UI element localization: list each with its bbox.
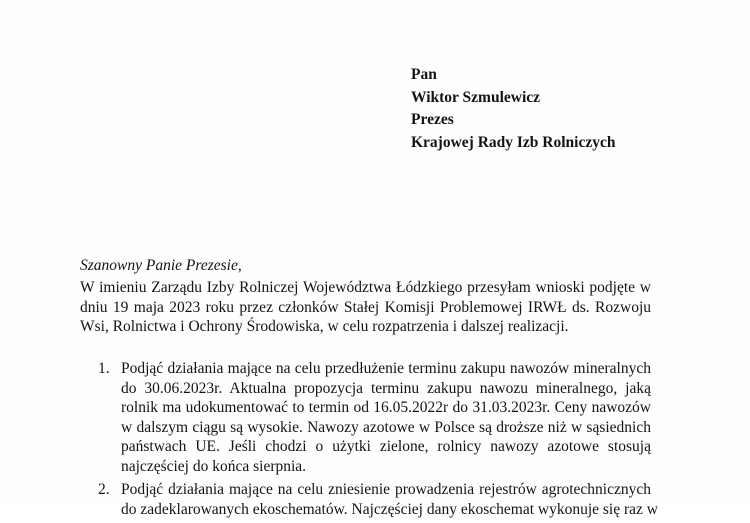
addressee-organization: Krajowej Rady Izb Rolniczych	[411, 133, 616, 151]
requests-list	[98, 359, 658, 523]
request-number: 1.	[98, 360, 110, 377]
intro-line: W imieniu Zarządu Izby Rolniczej Województwa Łódzkiego przesyłam wnioski podjęte w	[80, 279, 651, 296]
request-line: rolnik ma udokumentować to termin od 16.05.2022r do 31.03.2023r. Ceny nawozów	[121, 399, 651, 416]
intro-line: Wsi, Rolnictwa i Ochrony Środowiska, w celu rozpatrzenia i dalszej realizacji.	[80, 318, 569, 335]
request-line: najczęściej do końca sierpnia.	[121, 457, 307, 475]
request-line: w dalszym ciągu są wysokie. Nawozy azotowe w Polsce są droższe niż w sąsiednich	[121, 418, 651, 436]
request-line: Podjąć działania mające na celu zniesienie prowadzenia rejestrów agrotechnicznych	[121, 481, 651, 498]
request-line: do 30.06.2023r. Aktualna propozycja terminu zakupu nawozu mineralnego, jaką	[121, 379, 651, 397]
addressee-title: Pan	[411, 66, 437, 83]
addressee-block	[411, 64, 616, 154]
request-line: państwach UE. Jeśli chodzi o użytki zielone, rolnicy nawozy azotowe stosują	[121, 438, 651, 455]
request-line: do zadeklarowanych ekoschematów. Najczęściej dany ekoschemat wykonuje się raz w	[121, 500, 658, 518]
intro-line: dniu 19 maja 2023 roku przez członków Stałej Komisji Problemowej IRWŁ ds. Rozwoju	[80, 298, 651, 316]
intro-paragraph	[80, 278, 651, 337]
request-line: Podjąć działania mające na celu przedłużenie terminu zakupu nawozów mineralnych	[121, 360, 651, 377]
request-item	[98, 480, 658, 519]
request-number: 2.	[98, 481, 110, 498]
addressee-position: Prezes	[411, 111, 454, 128]
addressee-name: Wiktor Szmulewicz	[411, 88, 541, 106]
request-item	[98, 359, 651, 476]
greeting: Szanowny Panie Prezesie,	[80, 257, 242, 274]
